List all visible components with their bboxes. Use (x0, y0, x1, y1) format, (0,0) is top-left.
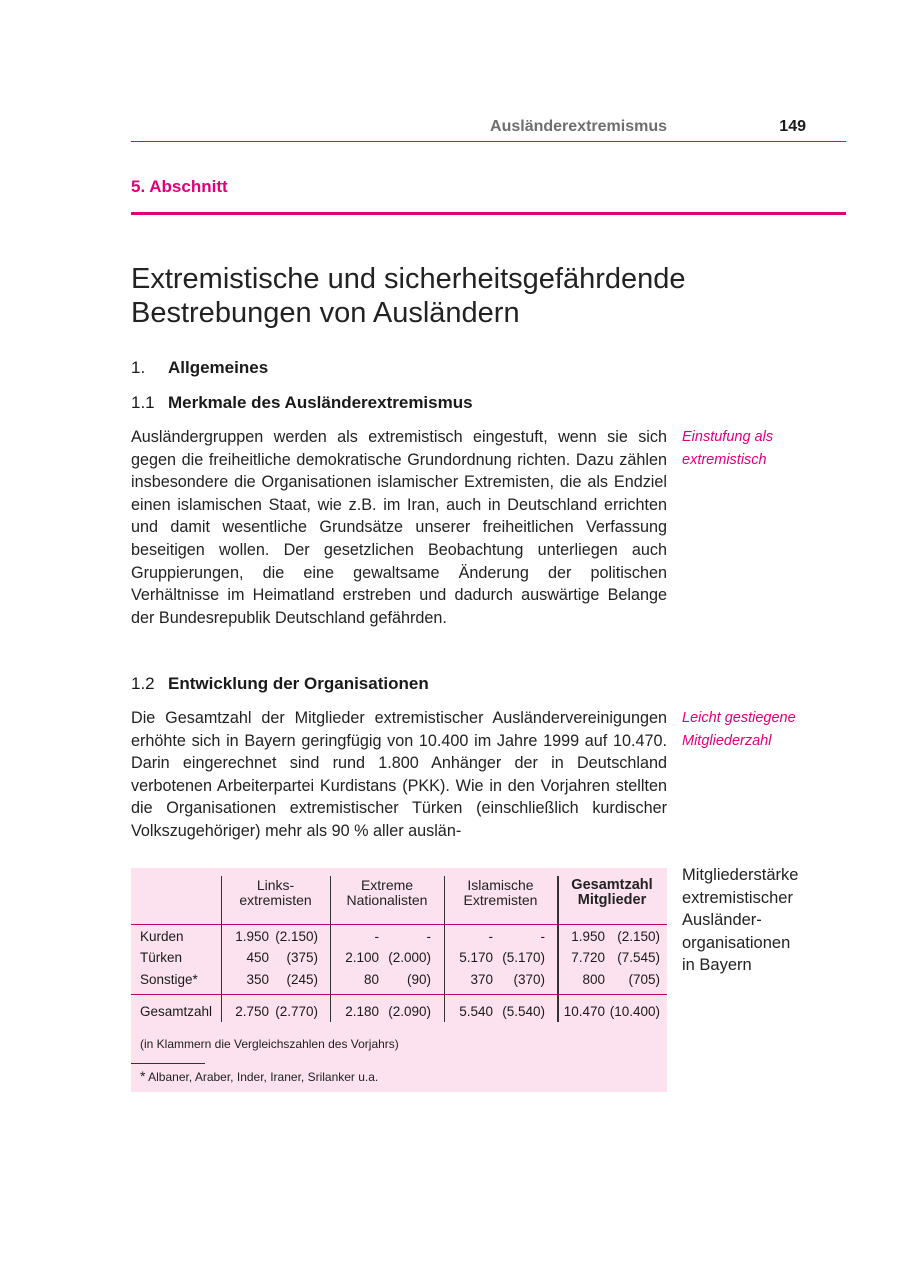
heading-number: 1.2 (131, 674, 155, 693)
cell-previous-year: (2.150) (617, 929, 660, 944)
cell-previous-year: - (540, 929, 545, 944)
members-table (131, 868, 667, 1092)
cell-value: 10.470 (563, 1004, 605, 1019)
heading-merkmale (131, 393, 473, 413)
section-label: 5. Abschnitt (131, 177, 228, 196)
header-rule (131, 141, 846, 142)
header-line: Extreme (360, 877, 414, 893)
footnote-rule (131, 1063, 205, 1064)
paragraph-entwicklung: Die Gesamtzahl der Mitglieder extremistischer Ausländervereinigungen erhöhte sich in Bayern geringfügig von 10.400 im Jahre 1999 auf 10.470. Darin eingerechnet sind rund 1.800 Anhänger der in Deutschland verbotenen Arbeiterpartei Kurdistans (PKK). Wie in den Vorjahren stellten die Organisationen extremistischer Türken (einschließlich kurdischer Volkszugehöriger) mehr als 90 % aller auslän- (131, 709, 667, 840)
cell-value: 7.720 (571, 950, 605, 965)
header-line: Extremisten (463, 892, 538, 908)
margin-note-line: Mitgliederzahl (682, 733, 772, 749)
cell-previous-year: (2.150) (275, 929, 318, 944)
cell-value: 450 (246, 950, 269, 965)
cell-value: 1.950 (235, 929, 269, 944)
cell-value: - (488, 929, 493, 944)
cell-value: 350 (246, 972, 269, 987)
margin-note-mitgliederzahl (682, 707, 852, 753)
cell-previous-year: (90) (406, 972, 431, 987)
table-footnote (140, 1068, 378, 1084)
footnote-text: Albaner, Araber, Inder, Iraner, Srilanker u.a. (148, 1070, 379, 1084)
header-line: Gesamtzahl (571, 877, 653, 893)
row-label: Türken (140, 950, 183, 965)
header-line: Nationalisten (346, 892, 428, 908)
heading-text: Merkmale des Ausländerextremismus (168, 393, 473, 412)
heading-text: Allgemeines (168, 358, 269, 377)
cell-previous-year: (7.545) (617, 950, 660, 965)
header-line: Mitglieder (577, 892, 647, 908)
page-number: 149 (779, 118, 806, 135)
section-rule (131, 212, 846, 215)
header-line: Islamische (467, 877, 534, 893)
cell-previous-year: (370) (513, 972, 545, 987)
cell-value: 1.950 (571, 929, 605, 944)
margin-note-line: Einstufung als (682, 429, 774, 445)
chapter-title (131, 262, 731, 330)
cell-previous-year: (5.170) (502, 950, 545, 965)
cell-previous-year: (2.770) (275, 1004, 318, 1019)
paragraph-merkmale: Ausländergruppen werden als extremistisch eingestuft, wenn sie sich gegen die freiheitliche demokratische Grundordnung richten. Dazu zählen insbesondere die Organisationen islamischer Extremisten, die als Endziel einen islamischen Staat, wie z.B. im Iran, auch in Deutschland errichten und damit wesentliche Grundsätze unserer freiheitlichen Verfassung beseitigen wollen. Der gesetzlichen Beobachtung unterliegen auch Gruppierungen, die eine gewaltsame Änderung der politischen Verhältnisse im Heimatland erstreben und dadurch auswärtige Belange der Bundesrepublik Deutschland gefährden. (131, 428, 667, 627)
margin-note-line: Leicht gestiegene (682, 710, 796, 726)
column-header-islamische-extremisten (444, 878, 557, 908)
header-line: Links- (256, 877, 295, 893)
header-line: extremisten (239, 892, 312, 908)
running-title: Ausländerextremismus (490, 118, 667, 135)
table-caption (682, 864, 862, 977)
cell-value: 5.170 (459, 950, 493, 965)
heading-text: Entwicklung der Organisationen (168, 674, 429, 693)
heading-entwicklung (131, 674, 429, 694)
cell-previous-year: (2.090) (388, 1004, 431, 1019)
column-header-nationalisten (330, 878, 444, 908)
row-label: Kurden (140, 929, 184, 944)
cell-value: 370 (470, 972, 493, 987)
cell-value: 800 (582, 972, 605, 987)
cell-previous-year: (375) (286, 950, 318, 965)
cell-value: 2.180 (345, 1004, 379, 1019)
cell-previous-year: (245) (286, 972, 318, 987)
table-caption-line: Ausländer- (682, 911, 762, 930)
heading-number: 1.1 (131, 393, 155, 412)
cell-previous-year: (10.400) (609, 1004, 660, 1019)
cell-previous-year: (2.000) (388, 950, 431, 965)
table-caption-line: in Bayern (682, 956, 752, 975)
cell-value: - (374, 929, 379, 944)
table-caption-line: extremistischer (682, 888, 793, 907)
cell-previous-year: - (426, 929, 431, 944)
margin-note-einstufung (682, 426, 852, 472)
column-header-linksextremisten (221, 878, 330, 908)
cell-previous-year: (5.540) (502, 1004, 545, 1019)
heading-number: 1. (131, 358, 146, 377)
margin-note-line: extremistisch (682, 452, 767, 468)
table-caption-line: Mitgliederstärke (682, 866, 799, 884)
row-label: Gesamtzahl (140, 1004, 213, 1019)
column-header-gesamtzahl (557, 878, 667, 908)
chapter-title-line-2: Bestrebungen von Ausländern (131, 297, 520, 329)
cell-value: 2.100 (345, 950, 379, 965)
footnote-mark: * (140, 1068, 146, 1084)
cell-value: 5.540 (459, 1004, 493, 1019)
heading-allgemeines (131, 358, 268, 378)
cell-value: 80 (363, 972, 379, 987)
header-underline (131, 924, 667, 925)
row-label: Sonstige* (140, 972, 198, 987)
cell-value: 2.750 (235, 1004, 269, 1019)
chapter-title-line-1: Extremistische und sicherheitsgefährdende (131, 263, 686, 295)
table-caption-line: organisationen (682, 933, 791, 952)
total-separator (131, 994, 667, 995)
cell-previous-year: (705) (628, 972, 660, 987)
table-note: (in Klammern die Vergleichszahlen des Vorjahrs) (140, 1037, 399, 1051)
